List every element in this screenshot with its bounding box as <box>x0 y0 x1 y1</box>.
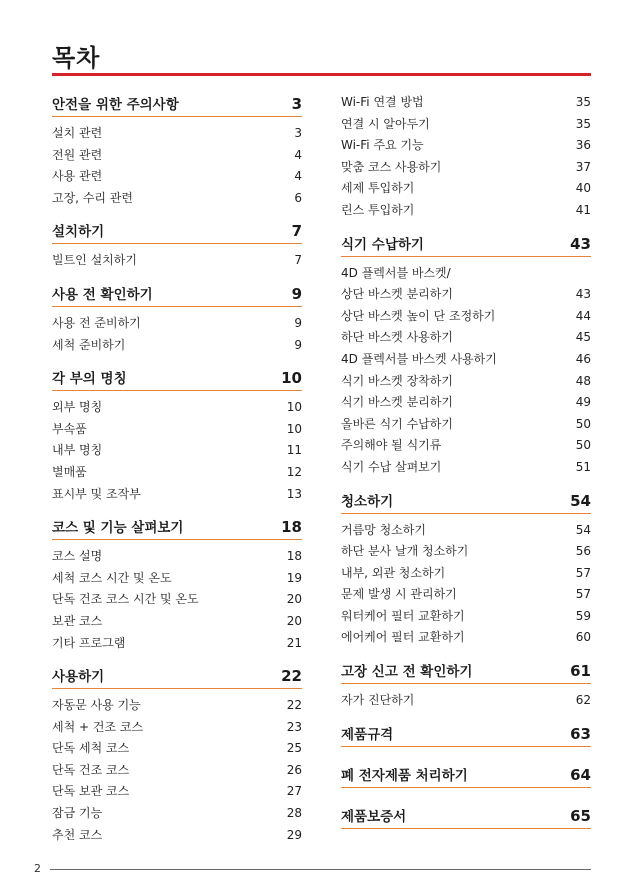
toc-entry[interactable] <box>52 313 302 335</box>
entry-page-number: 57 <box>575 587 591 602</box>
toc-entry[interactable] <box>52 589 302 611</box>
toc-section <box>341 489 591 650</box>
toc-section <box>52 219 302 272</box>
entry-page-number: 59 <box>575 608 591 623</box>
toc-section-heading[interactable] <box>52 515 302 540</box>
entry-page-number: 26 <box>286 762 302 777</box>
entry-label: 워터케어 필터 교환하기 <box>341 608 465 623</box>
toc-entry[interactable] <box>52 695 302 717</box>
entry-page-number: 9 <box>294 337 302 352</box>
entry-label: 주의해야 될 식기류 <box>341 438 442 453</box>
entry-label: 식기 수납 살펴보기 <box>341 459 442 474</box>
entry-page-number: 29 <box>286 827 302 842</box>
toc-entry[interactable] <box>341 135 591 157</box>
section-title: 각 부의 명칭 <box>52 371 127 388</box>
entry-page-number: 35 <box>575 116 591 131</box>
entry-label: 잠금 기능 <box>52 806 103 821</box>
entry-page-number: 50 <box>575 416 591 431</box>
toc-entry[interactable] <box>341 371 591 393</box>
toc-section <box>341 804 591 829</box>
title-rule <box>52 73 591 76</box>
toc-entry[interactable] <box>341 114 591 136</box>
entry-label: 식기 바스켓 분리하기 <box>341 395 453 410</box>
entry-page-number: 6 <box>294 190 302 205</box>
entry-label: 거름망 청소하기 <box>341 522 426 537</box>
entry-label: 하단 바스켓 사용하기 <box>341 330 453 345</box>
entry-page-number: 11 <box>286 443 302 458</box>
section-title: 안전을 위한 주의사항 <box>52 97 179 113</box>
section-gap <box>341 753 591 763</box>
entry-page-number: 19 <box>286 570 302 585</box>
section-page-number: 3 <box>291 95 302 113</box>
toc-section-heading[interactable] <box>341 659 591 684</box>
entry-label: 내부 명칭 <box>52 443 103 458</box>
toc-entry[interactable] <box>52 825 302 847</box>
section-page-number: 64 <box>570 765 591 784</box>
section-page-number: 9 <box>291 284 302 303</box>
entry-page-number: 10 <box>286 400 302 415</box>
toc-entry[interactable] <box>52 123 302 145</box>
entry-page-number: 23 <box>286 719 302 734</box>
section-title: 청소하기 <box>341 493 394 510</box>
entry-page-number: 22 <box>286 698 302 713</box>
entry-page-number: 10 <box>286 421 302 436</box>
entry-page-number: 36 <box>575 138 591 153</box>
toc-entry[interactable] <box>52 717 302 739</box>
entry-label: 하단 분사 날개 청소하기 <box>341 544 469 559</box>
toc-entry[interactable] <box>341 541 591 563</box>
entry-page-number: 20 <box>286 592 302 607</box>
entry-label: 문제 발생 시 관리하기 <box>341 587 457 602</box>
toc-section <box>52 92 302 209</box>
toc-section-heading[interactable] <box>341 489 591 514</box>
entry-label: 추천 코스 <box>52 827 103 842</box>
toc-entry[interactable] <box>341 178 591 200</box>
entry-label: 전원 관련 <box>52 147 103 162</box>
toc-entry[interactable] <box>52 803 302 825</box>
entry-page-number: 41 <box>575 202 591 217</box>
toc-section <box>341 722 591 747</box>
entry-label: Wi-Fi 주요 기능 <box>341 138 424 153</box>
section-page-number: 10 <box>281 369 302 388</box>
entry-label: 사용 전 준비하기 <box>52 315 141 330</box>
entry-page-number: 37 <box>575 159 591 174</box>
section-title: 설치하기 <box>52 224 105 241</box>
entry-label: 세척 준비하기 <box>52 337 126 352</box>
entry-page-number: 3 <box>294 126 302 140</box>
toc-entry[interactable] <box>52 166 302 188</box>
toc-entry[interactable] <box>341 92 591 114</box>
entry-page-number: 12 <box>286 464 302 479</box>
entry-label: 외부 명칭 <box>52 400 103 415</box>
entry-label: 세척 코스 시간 및 온도 <box>52 570 172 585</box>
toc-section-heading[interactable] <box>52 219 302 244</box>
entry-page-number: 13 <box>286 486 302 501</box>
entry-label: Wi-Fi 연결 방법 <box>341 95 424 109</box>
entry-label: 단독 세척 코스 <box>52 741 130 756</box>
toc-entry[interactable] <box>52 440 302 462</box>
entry-label: 고장, 수리 관련 <box>52 190 133 205</box>
section-title: 고장 신고 전 확인하기 <box>341 664 473 681</box>
toc-entry[interactable] <box>341 306 591 328</box>
entry-page-number: 28 <box>286 806 302 821</box>
toc-entry[interactable] <box>52 397 302 419</box>
entry-page-number: 50 <box>575 438 591 453</box>
toc-entry[interactable] <box>341 690 591 712</box>
entry-page-number: 60 <box>575 630 591 645</box>
entry-page-number: 48 <box>575 373 591 388</box>
section-page-number: 43 <box>570 234 591 253</box>
entry-page-number: 4 <box>294 147 302 162</box>
entry-label: 표시부 및 조작부 <box>52 486 141 501</box>
entry-label: 별매품 <box>52 464 87 479</box>
entry-label: 빌트인 설치하기 <box>52 253 137 268</box>
toc-entry[interactable] <box>52 462 302 484</box>
section-page-number: 63 <box>570 724 591 743</box>
toc-entry[interactable] <box>52 546 302 568</box>
toc-entry[interactable] <box>52 419 302 441</box>
section-gap <box>52 356 302 366</box>
entry-label: 세척 + 건조 코스 <box>52 719 144 734</box>
section-page-number: 61 <box>570 662 591 681</box>
entry-page-number: 45 <box>575 330 591 345</box>
toc-entry[interactable] <box>341 200 591 222</box>
toc-section <box>52 366 302 505</box>
entry-page-number: 7 <box>294 253 302 268</box>
toc-entry[interactable] <box>52 250 302 272</box>
toc-entry[interactable] <box>341 563 591 585</box>
toc-section <box>341 659 591 712</box>
toc-entry[interactable] <box>52 188 302 210</box>
toc-entry[interactable] <box>52 568 302 590</box>
section-page-number: 54 <box>570 491 591 510</box>
section-gap <box>341 794 591 804</box>
entry-label: 에어케어 필터 교환하기 <box>341 630 465 645</box>
section-title: 사용하기 <box>52 669 105 686</box>
entry-page-number: 40 <box>575 181 591 196</box>
section-title: 제품보증서 <box>341 808 407 825</box>
entry-page-number: 25 <box>286 741 302 756</box>
entry-page-number: 44 <box>575 308 591 323</box>
entry-label: 자가 진단하기 <box>341 693 415 708</box>
toc-entry[interactable] <box>52 760 302 782</box>
toc-entry[interactable] <box>52 633 302 655</box>
section-gap <box>341 712 591 722</box>
toc-entry[interactable] <box>341 520 591 542</box>
entry-label: 올바른 식기 수납하기 <box>341 416 453 431</box>
entry-label: 단독 건조 코스 시간 및 온도 <box>52 592 199 607</box>
entry-label: 보관 코스 <box>52 613 103 628</box>
entry-page-number: 35 <box>575 95 591 109</box>
section-gap <box>341 649 591 659</box>
entry-label: 4D 플렉서블 바스켓 사용하기 <box>341 351 497 366</box>
toc-section <box>341 92 591 222</box>
toc-entry[interactable] <box>341 627 591 649</box>
entry-label: 코스 설명 <box>52 549 103 564</box>
entry-page-number: 9 <box>294 315 302 330</box>
entry-page-number: 18 <box>286 549 302 564</box>
entry-label: 사용 관련 <box>52 169 103 184</box>
section-title: 사용 전 확인하기 <box>52 286 153 303</box>
footer-rule <box>50 869 591 870</box>
toc-entry[interactable] <box>52 781 302 803</box>
toc-entry[interactable] <box>341 584 591 606</box>
entry-label: 상단 바스켓 높이 단 조정하기 <box>341 308 496 323</box>
entry-page-number: 4 <box>294 169 302 184</box>
section-gap <box>52 272 302 282</box>
section-page-number: 18 <box>281 518 302 537</box>
entry-page-number: 27 <box>286 784 302 799</box>
entry-page-number: 54 <box>575 522 591 537</box>
toc-entry[interactable] <box>341 349 591 371</box>
entry-label: 린스 투입하기 <box>341 202 415 217</box>
entry-page-number: 49 <box>575 395 591 410</box>
entry-page-number: 20 <box>286 613 302 628</box>
entry-page-number: 56 <box>575 544 591 559</box>
toc-entry[interactable] <box>341 435 591 457</box>
section-title: 식기 수납하기 <box>341 236 424 253</box>
toc-section <box>52 515 302 654</box>
section-gap <box>52 209 302 219</box>
section-page-number: 22 <box>281 667 302 686</box>
toc-entry[interactable] <box>52 145 302 167</box>
toc-entry[interactable] <box>52 738 302 760</box>
entry-page-number: 62 <box>575 693 591 708</box>
entry-label: 맞춤 코스 사용하기 <box>341 159 442 174</box>
entry-page-number: 57 <box>575 565 591 580</box>
entry-label: 부속품 <box>52 421 87 436</box>
toc-entry[interactable] <box>341 606 591 628</box>
toc-section-heading[interactable] <box>341 722 591 747</box>
entry-label: 설치 관련 <box>52 126 103 140</box>
entry-label: 연결 시 알아두기 <box>341 116 430 131</box>
section-gap <box>341 222 591 232</box>
section-title: 제품규격 <box>341 726 394 743</box>
section-gap <box>52 505 302 515</box>
toc-section-heading[interactable] <box>52 366 302 391</box>
toc-entry[interactable] <box>341 457 591 479</box>
page-number: 2 <box>34 862 41 875</box>
section-page-number: 65 <box>570 806 591 825</box>
toc-entry[interactable] <box>52 335 302 357</box>
toc-section-heading[interactable] <box>52 282 302 307</box>
toc-section-heading[interactable] <box>52 664 302 689</box>
entry-page-number: 43 <box>575 287 591 302</box>
entry-label: 내부, 외관 청소하기 <box>341 565 446 580</box>
toc-section-heading[interactable] <box>341 804 591 829</box>
entry-label: 자동문 사용 기능 <box>52 698 141 713</box>
entry-label: 세제 투입하기 <box>341 181 415 196</box>
toc-section <box>52 664 302 846</box>
entry-label: 단독 보관 코스 <box>52 784 130 799</box>
toc-section-heading[interactable] <box>52 92 302 117</box>
toc-entry[interactable] <box>52 611 302 633</box>
toc-right-column <box>341 92 591 835</box>
toc-entry[interactable] <box>341 263 591 306</box>
entry-label: 식기 바스켓 장착하기 <box>341 373 453 388</box>
entry-label: 4D 플렉서블 바스켓/ 상단 바스켓 분리하기 <box>341 265 453 302</box>
entry-label: 단독 건조 코스 <box>52 762 130 777</box>
toc-entry[interactable] <box>341 392 591 414</box>
toc-section <box>341 763 591 788</box>
section-page-number: 7 <box>291 222 302 241</box>
toc-section-heading[interactable] <box>341 232 591 257</box>
toc-entry[interactable] <box>52 484 302 506</box>
entry-page-number: 51 <box>575 459 591 474</box>
entry-page-number: 46 <box>575 351 591 366</box>
page-title: 목차 <box>52 44 101 72</box>
entry-label: 기타 프로그램 <box>52 635 126 650</box>
section-title: 폐 전자제품 처리하기 <box>341 767 468 784</box>
toc-entry[interactable] <box>341 414 591 436</box>
section-gap <box>52 654 302 664</box>
toc-left-column <box>52 92 302 846</box>
toc-section-heading[interactable] <box>341 763 591 788</box>
toc-section <box>341 232 591 479</box>
section-title: 코스 및 기능 살펴보기 <box>52 520 184 537</box>
section-gap <box>341 479 591 489</box>
toc-entry[interactable] <box>341 157 591 179</box>
toc-entry[interactable] <box>341 327 591 349</box>
toc-section <box>52 282 302 356</box>
entry-page-number: 21 <box>286 635 302 650</box>
